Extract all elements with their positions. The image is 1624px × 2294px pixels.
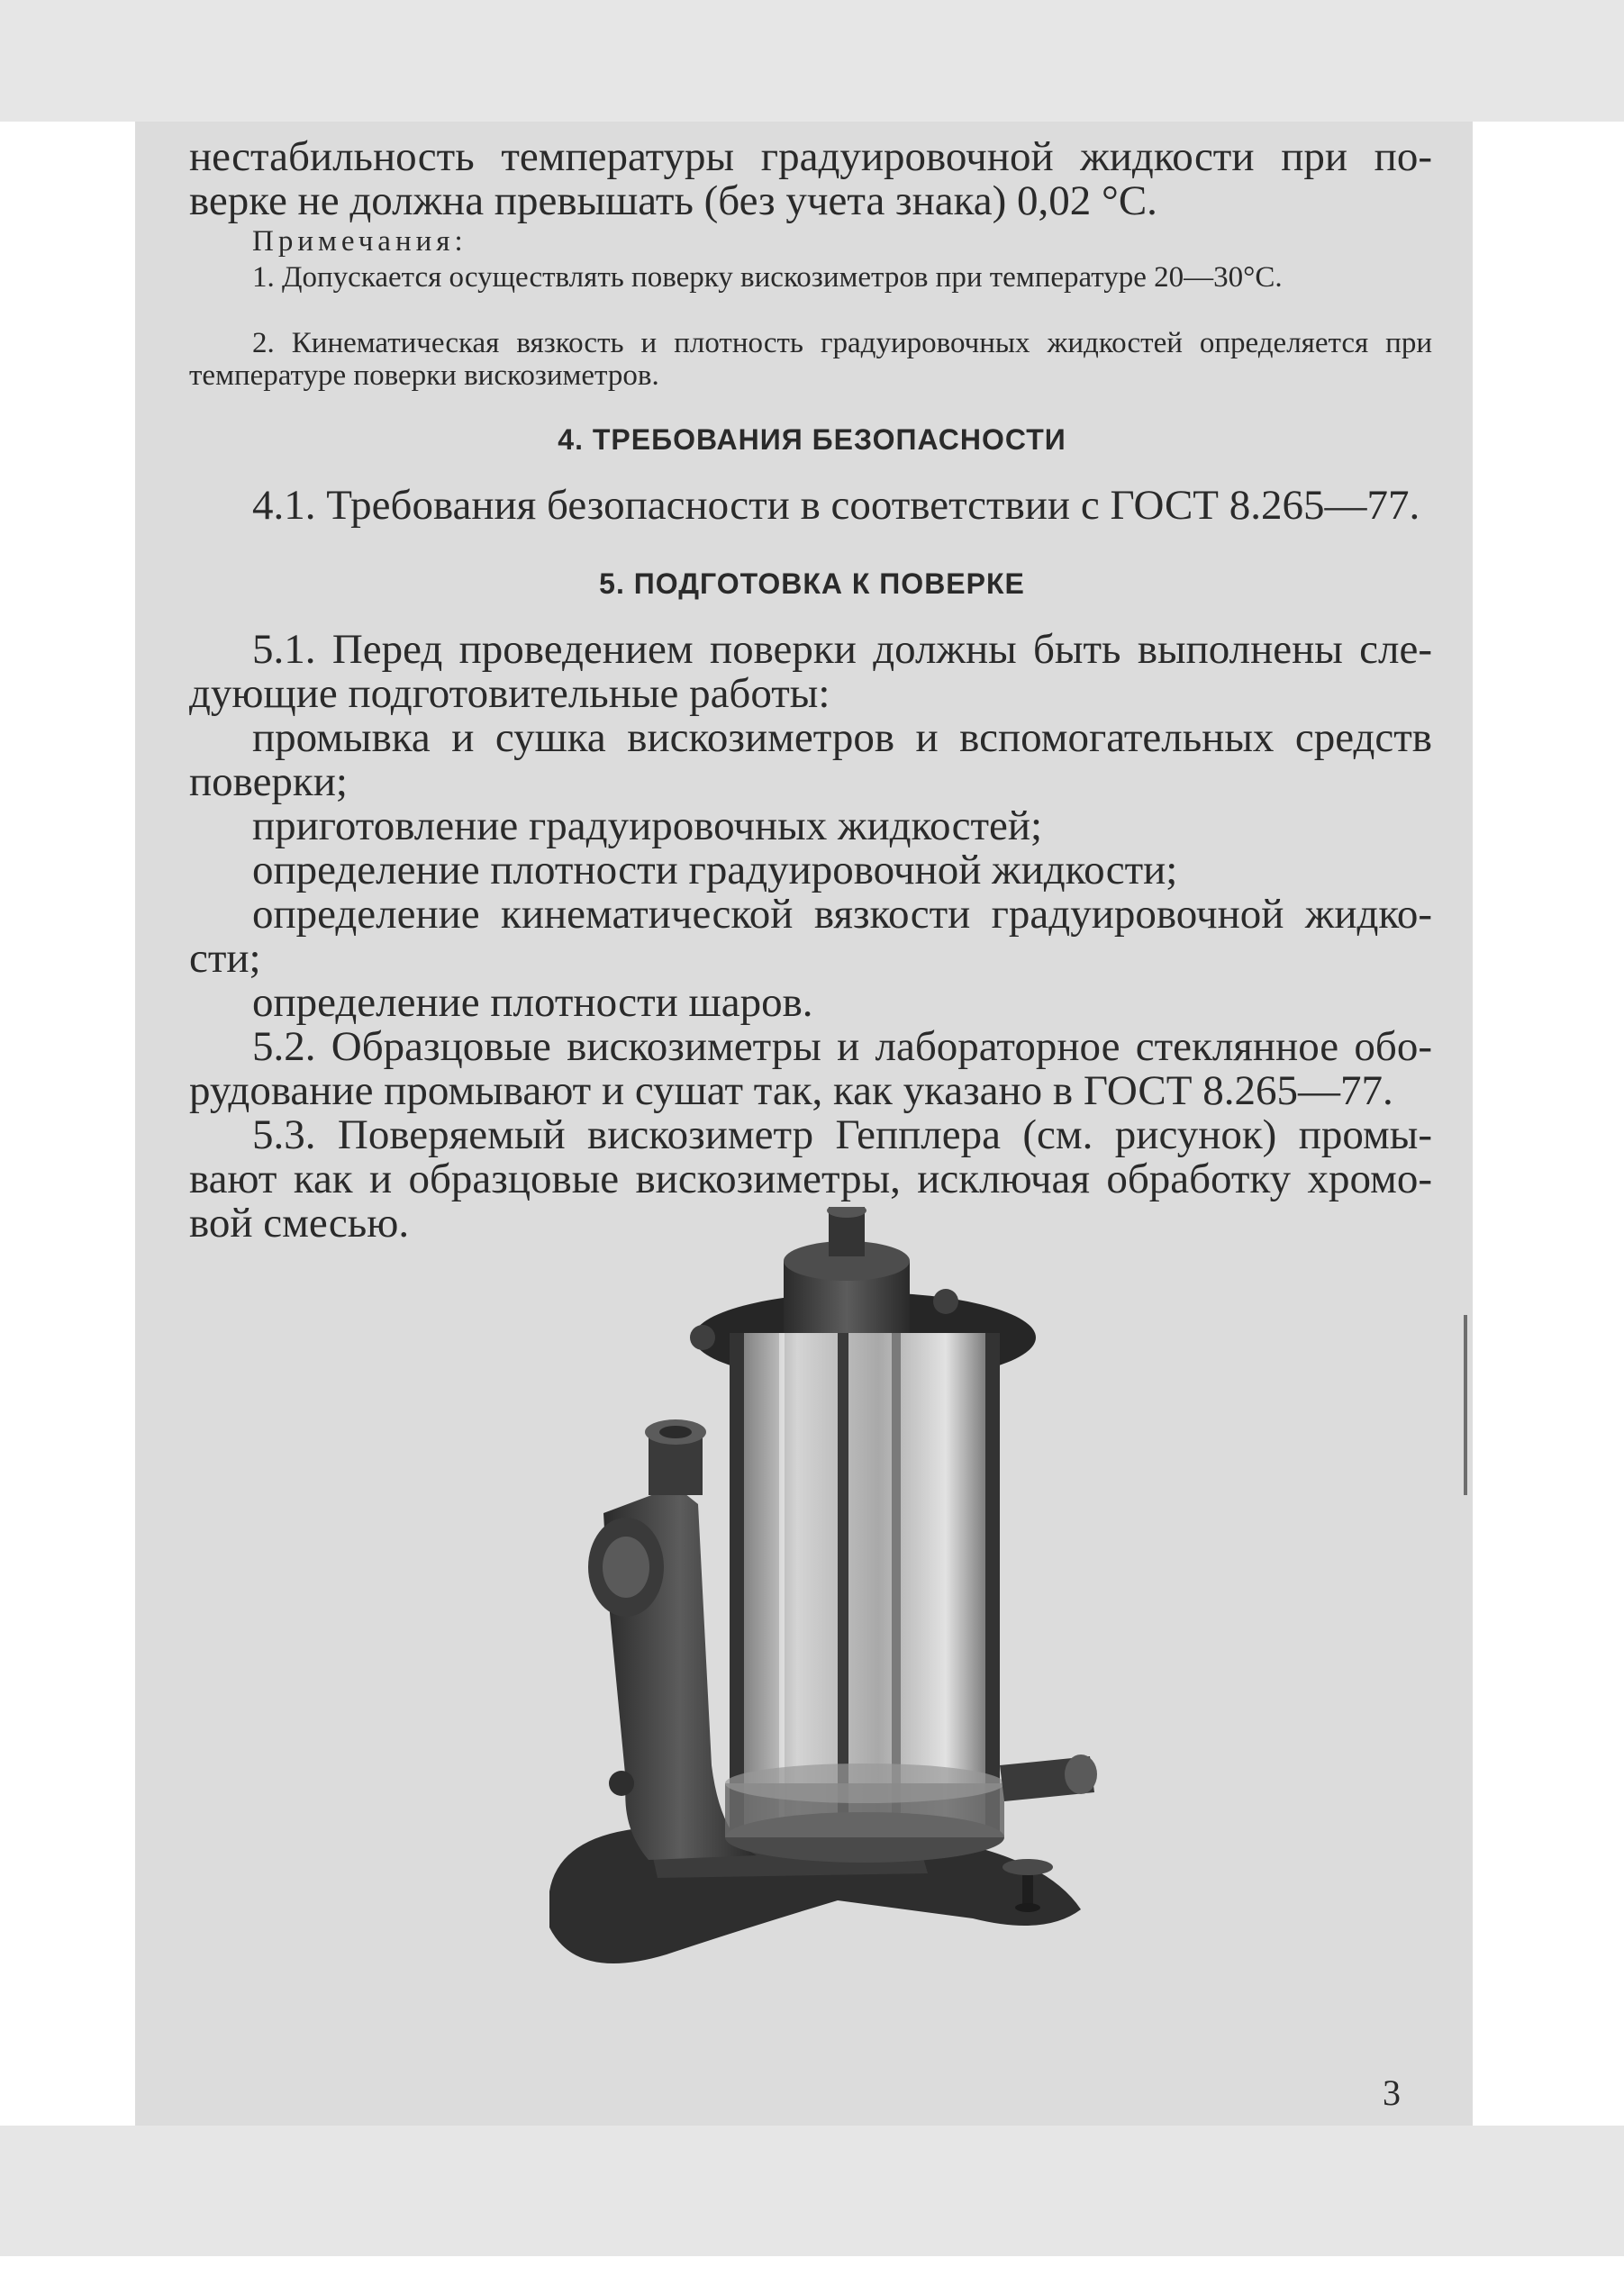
list-item: определение кинематической вязкости градуировочной жидкости; (189, 891, 1432, 982)
hoeppler-viscometer-photo (540, 1207, 1099, 1999)
scan-margin-bottom (0, 2126, 1624, 2256)
list-item: приготовление градуировочных жидкостей; (252, 802, 1043, 849)
paragraph-4-1: 4.1. Требования безопасности в соответствии с ГОСТ 8.265—77. (252, 482, 1420, 529)
paragraph-5-1: 5.1. Перед проведением поверки должны быть выполнены следующие подготовительные работы: (189, 626, 1432, 717)
list-item: определение плотности шаров. (252, 979, 813, 1026)
paragraph-5-3: 5.3. Поверяемый вискозиметр Гепплера (см. рисунок) промывают как и образцовые вискозиметры, исключая обработку хромовой смесью. (189, 1111, 1432, 1247)
section-4-heading: 4. ТРЕБОВАНИЯ БЕЗОПАСНОСТИ (558, 423, 1066, 456)
paragraph-5-2: 5.2. Образцовые вискозиметры и лабораторное стеклянное оборудование промывают и сушат так, как указано в ГОСТ 8.265—77. (189, 1023, 1432, 1114)
page-number: 3 (1383, 2072, 1401, 2113)
paragraph-intro: нестабильность температуры градуировочной жидкости при поверке не должна превышать (без учета знака) 0,02 °С. (189, 133, 1432, 224)
page-edge-mark (1464, 1315, 1467, 1495)
list-item: промывка и сушка вискозиметров и вспомогательных средств поверки; (189, 714, 1432, 805)
notes-heading: Примечания: (252, 225, 467, 258)
note-2: 2. Кинематическая вязкость и плотность градуировочных жидкостей определяется при температуре поверки вискозиметров. (189, 327, 1432, 392)
note-1: 1. Допускается осуществлять поверку вискозиметров при температуре 20—30°С. (252, 261, 1283, 294)
section-5-heading: 5. ПОДГОТОВКА К ПОВЕРКЕ (599, 567, 1025, 600)
scan-margin-top (0, 0, 1624, 122)
list-item: определение плотности градуировочной жидкости; (252, 847, 1178, 893)
